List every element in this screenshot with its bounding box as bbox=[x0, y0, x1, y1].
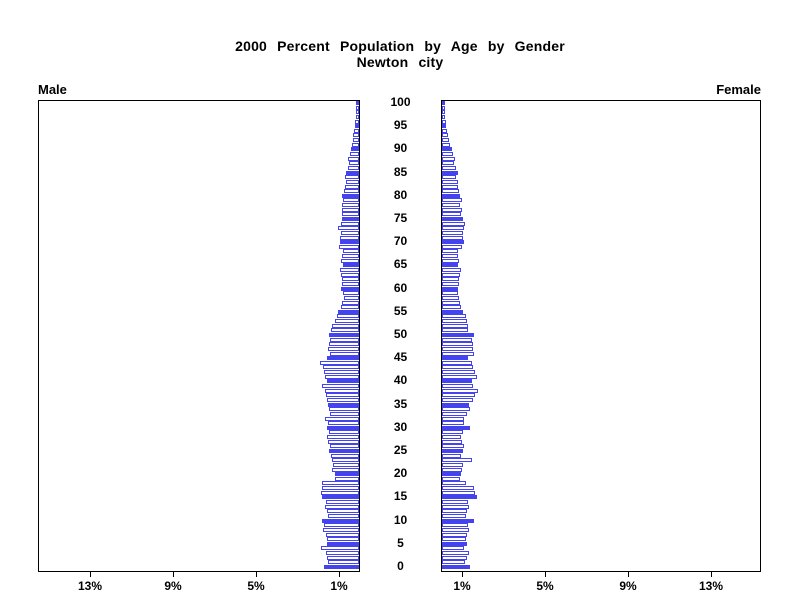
bar-female-age-82 bbox=[442, 185, 458, 189]
female-panel bbox=[441, 100, 761, 572]
bar-female-age-42 bbox=[442, 370, 475, 374]
bar-male-age-52 bbox=[332, 324, 359, 328]
bar-male-age-77 bbox=[342, 208, 359, 212]
age-tick-label-20: 20 bbox=[393, 466, 408, 480]
bar-male-age-24 bbox=[331, 454, 359, 458]
bar-female-age-3 bbox=[442, 551, 469, 555]
bar-male-age-82 bbox=[345, 185, 359, 189]
bar-female-age-85 bbox=[442, 171, 458, 175]
bar-female-age-97 bbox=[442, 115, 445, 119]
chart-title-line2: Newton city bbox=[356, 54, 444, 70]
bar-female-age-12 bbox=[442, 509, 467, 513]
bar-male-age-22 bbox=[333, 463, 359, 467]
x-tick-x-axis-female-9 bbox=[628, 572, 629, 577]
bar-male-age-55 bbox=[338, 310, 359, 314]
bar-female-age-17 bbox=[442, 486, 474, 490]
bar-male-age-20 bbox=[335, 472, 359, 476]
bar-female-age-67 bbox=[442, 254, 458, 258]
bar-female-age-22 bbox=[442, 463, 463, 467]
bar-female-age-7 bbox=[442, 533, 467, 537]
bar-male-age-64 bbox=[340, 268, 359, 272]
bar-female-age-8 bbox=[442, 528, 469, 532]
bar-male-age-2 bbox=[327, 556, 359, 560]
bar-male-age-59 bbox=[343, 291, 359, 295]
bar-female-age-88 bbox=[442, 157, 455, 161]
bar-male-age-74 bbox=[341, 222, 359, 226]
bar-male-age-53 bbox=[335, 319, 359, 323]
bar-male-age-32 bbox=[325, 417, 359, 421]
bar-female-age-53 bbox=[442, 319, 467, 323]
bar-male-age-81 bbox=[344, 189, 359, 193]
age-tick-label-45: 45 bbox=[393, 350, 408, 364]
bar-female-age-95 bbox=[442, 124, 446, 128]
age-tick-label-95: 95 bbox=[393, 118, 408, 132]
bar-male-age-34 bbox=[329, 407, 359, 411]
bar-male-age-100 bbox=[356, 101, 359, 105]
bar-female-age-51 bbox=[442, 328, 468, 332]
bar-female-age-62 bbox=[442, 277, 459, 281]
bar-male-age-68 bbox=[343, 249, 359, 253]
x-tick-label-x-axis-female-1: 1% bbox=[453, 579, 471, 593]
bar-female-age-16 bbox=[442, 491, 475, 495]
bar-male-age-96 bbox=[355, 120, 359, 124]
bar-male-age-63 bbox=[341, 273, 359, 277]
bar-female-age-5 bbox=[442, 542, 467, 546]
bar-female-age-66 bbox=[442, 259, 459, 263]
x-tick-x-axis-male-1 bbox=[339, 572, 340, 577]
bar-male-age-30 bbox=[327, 426, 359, 430]
bar-male-age-0 bbox=[324, 565, 359, 569]
bar-female-age-11 bbox=[442, 514, 466, 518]
bar-female-age-32 bbox=[442, 417, 464, 421]
bar-male-age-19 bbox=[335, 477, 359, 481]
bar-female-age-74 bbox=[442, 222, 465, 226]
bar-male-age-28 bbox=[327, 435, 359, 439]
bar-male-age-69 bbox=[339, 245, 359, 249]
bar-male-age-37 bbox=[326, 393, 359, 397]
age-tick-label-65: 65 bbox=[393, 257, 408, 271]
bar-female-age-6 bbox=[442, 537, 466, 541]
bar-female-age-43 bbox=[442, 365, 473, 369]
bar-male-age-73 bbox=[338, 226, 359, 230]
bar-male-age-56 bbox=[341, 305, 359, 309]
bar-female-age-77 bbox=[442, 208, 462, 212]
bar-female-age-52 bbox=[442, 324, 468, 328]
bar-female-age-63 bbox=[442, 273, 460, 277]
age-tick-label-0: 0 bbox=[397, 559, 404, 573]
bar-male-age-99 bbox=[356, 106, 359, 110]
x-tick-label-x-axis-female-9: 9% bbox=[619, 579, 637, 593]
bar-male-age-62 bbox=[342, 277, 359, 281]
bar-female-age-13 bbox=[442, 505, 469, 509]
bar-male-age-54 bbox=[337, 314, 359, 318]
bar-male-age-23 bbox=[332, 458, 359, 462]
bar-male-age-49 bbox=[330, 338, 359, 342]
bar-female-age-45 bbox=[442, 356, 468, 360]
bar-male-age-45 bbox=[327, 356, 359, 360]
bar-male-age-25 bbox=[329, 449, 359, 453]
bar-female-age-29 bbox=[442, 430, 463, 434]
bar-male-age-57 bbox=[342, 301, 359, 305]
age-tick-label-5: 5 bbox=[397, 536, 404, 550]
bar-male-age-88 bbox=[348, 157, 359, 161]
bar-male-age-89 bbox=[350, 152, 359, 156]
bar-male-age-29 bbox=[329, 430, 359, 434]
bar-female-age-44 bbox=[442, 361, 472, 365]
x-tick-x-axis-male-9 bbox=[173, 572, 174, 577]
bar-female-age-76 bbox=[442, 212, 461, 216]
bar-male-age-9 bbox=[324, 523, 359, 527]
bar-male-age-95 bbox=[355, 124, 359, 128]
bar-female-age-61 bbox=[442, 282, 459, 286]
bar-female-age-33 bbox=[442, 412, 467, 416]
bar-female-age-57 bbox=[442, 301, 460, 305]
bar-female-age-50 bbox=[442, 333, 474, 337]
bar-female-age-84 bbox=[442, 175, 456, 179]
bar-male-age-76 bbox=[342, 212, 359, 216]
x-tick-label-x-axis-male-9: 9% bbox=[164, 579, 182, 593]
bar-male-age-27 bbox=[328, 440, 359, 444]
bar-male-age-58 bbox=[344, 296, 359, 300]
bar-female-age-15 bbox=[442, 495, 477, 499]
male-panel bbox=[38, 100, 360, 572]
bar-female-age-96 bbox=[442, 120, 446, 124]
age-tick-label-55: 55 bbox=[393, 304, 408, 318]
x-tick-label-x-axis-male-1: 1% bbox=[330, 579, 348, 593]
bar-male-age-93 bbox=[353, 133, 359, 137]
bar-female-age-46 bbox=[442, 352, 474, 356]
bar-female-age-72 bbox=[442, 231, 463, 235]
age-tick-label-75: 75 bbox=[393, 211, 408, 225]
bar-male-age-46 bbox=[330, 352, 359, 356]
bar-female-age-80 bbox=[442, 194, 460, 198]
chart-title-line1: 2000 Percent Population by Age by Gender bbox=[235, 38, 565, 54]
bar-female-age-38 bbox=[442, 389, 478, 393]
bar-male-age-8 bbox=[323, 528, 359, 532]
bar-female-age-30 bbox=[442, 426, 470, 430]
bar-female-age-9 bbox=[442, 523, 468, 527]
age-tick-label-25: 25 bbox=[393, 443, 408, 457]
x-tick-label-x-axis-male-5: 5% bbox=[247, 579, 265, 593]
bar-female-age-37 bbox=[442, 393, 475, 397]
age-tick-label-90: 90 bbox=[393, 141, 408, 155]
bar-male-age-3 bbox=[326, 551, 359, 555]
bar-male-age-72 bbox=[341, 231, 359, 235]
bar-male-age-80 bbox=[342, 194, 359, 198]
bar-female-age-34 bbox=[442, 407, 470, 411]
bar-male-age-61 bbox=[342, 282, 359, 286]
bar-male-age-7 bbox=[326, 533, 359, 537]
bar-female-age-83 bbox=[442, 180, 458, 184]
bar-female-age-81 bbox=[442, 189, 459, 193]
bar-male-age-15 bbox=[322, 495, 359, 499]
bar-male-age-79 bbox=[343, 198, 359, 202]
bar-female-age-73 bbox=[442, 226, 464, 230]
bar-male-age-42 bbox=[324, 370, 359, 374]
bar-male-age-66 bbox=[341, 259, 359, 263]
age-tick-label-100: 100 bbox=[390, 95, 411, 109]
bar-male-age-75 bbox=[342, 217, 359, 221]
bar-female-age-1 bbox=[442, 560, 465, 564]
bar-male-age-50 bbox=[329, 333, 359, 337]
bar-female-age-79 bbox=[442, 198, 462, 202]
bar-female-age-87 bbox=[442, 161, 454, 165]
bar-male-age-48 bbox=[329, 342, 359, 346]
bar-female-age-75 bbox=[442, 217, 463, 221]
bar-male-age-51 bbox=[331, 328, 359, 332]
bar-male-age-18 bbox=[322, 481, 359, 485]
bar-female-age-21 bbox=[442, 468, 462, 472]
bar-male-age-41 bbox=[325, 375, 359, 379]
bar-female-age-91 bbox=[442, 143, 450, 147]
bar-female-age-2 bbox=[442, 556, 467, 560]
bar-female-age-69 bbox=[442, 245, 462, 249]
bar-female-age-99 bbox=[442, 106, 445, 110]
bar-female-age-27 bbox=[442, 440, 462, 444]
bar-male-age-70 bbox=[340, 240, 359, 244]
age-tick-label-80: 80 bbox=[393, 188, 408, 202]
bar-female-age-89 bbox=[442, 152, 453, 156]
bar-male-age-97 bbox=[356, 115, 359, 119]
bar-male-age-4 bbox=[321, 546, 359, 550]
x-tick-label-x-axis-female-13: 13% bbox=[698, 579, 724, 593]
bar-male-age-94 bbox=[354, 129, 359, 133]
age-tick-label-30: 30 bbox=[393, 420, 408, 434]
bar-male-age-85 bbox=[346, 171, 359, 175]
bar-male-age-33 bbox=[330, 412, 359, 416]
x-tick-label-x-axis-female-5: 5% bbox=[536, 579, 554, 593]
bar-female-age-49 bbox=[442, 338, 472, 342]
bar-female-age-58 bbox=[442, 296, 459, 300]
bar-female-age-47 bbox=[442, 347, 473, 351]
bar-male-age-11 bbox=[328, 514, 359, 518]
bar-male-age-83 bbox=[346, 180, 359, 184]
x-tick-x-axis-female-1 bbox=[462, 572, 463, 577]
bar-female-age-20 bbox=[442, 472, 461, 476]
bar-female-age-55 bbox=[442, 310, 463, 314]
female-axis-label: Female bbox=[716, 82, 761, 97]
bar-female-age-78 bbox=[442, 203, 460, 207]
x-tick-x-axis-male-13 bbox=[90, 572, 91, 577]
bar-female-age-24 bbox=[442, 454, 461, 458]
age-tick-label-50: 50 bbox=[393, 327, 408, 341]
age-tick-label-85: 85 bbox=[393, 165, 408, 179]
bar-male-age-26 bbox=[330, 444, 359, 448]
bar-male-age-44 bbox=[320, 361, 359, 365]
bar-male-age-10 bbox=[322, 519, 359, 523]
bar-male-age-21 bbox=[332, 468, 359, 472]
x-tick-x-axis-female-13 bbox=[711, 572, 712, 577]
bar-female-age-68 bbox=[442, 249, 458, 253]
bar-female-age-35 bbox=[442, 403, 469, 407]
bar-female-age-26 bbox=[442, 444, 464, 448]
bar-female-age-4 bbox=[442, 546, 464, 550]
age-tick-label-70: 70 bbox=[393, 234, 408, 248]
bar-female-age-56 bbox=[442, 305, 461, 309]
bar-female-age-90 bbox=[442, 147, 452, 151]
bar-male-age-78 bbox=[342, 203, 359, 207]
bar-male-age-31 bbox=[328, 421, 359, 425]
bar-male-age-92 bbox=[353, 138, 359, 142]
x-tick-x-axis-female-5 bbox=[545, 572, 546, 577]
bar-female-age-40 bbox=[442, 379, 472, 383]
bar-female-age-23 bbox=[442, 458, 472, 462]
bar-female-age-94 bbox=[442, 129, 447, 133]
bar-male-age-17 bbox=[322, 486, 359, 490]
bar-female-age-48 bbox=[442, 342, 473, 346]
bar-female-age-92 bbox=[442, 138, 449, 142]
bar-female-age-18 bbox=[442, 481, 466, 485]
age-tick-label-15: 15 bbox=[393, 489, 408, 503]
bar-female-age-14 bbox=[442, 500, 468, 504]
bar-male-age-40 bbox=[327, 379, 359, 383]
male-axis-label: Male bbox=[38, 82, 67, 97]
bar-male-age-5 bbox=[327, 542, 359, 546]
bar-female-age-65 bbox=[442, 263, 458, 267]
chart-title bbox=[0, 38, 800, 70]
bar-female-age-10 bbox=[442, 519, 474, 523]
bar-female-age-0 bbox=[442, 565, 470, 569]
bar-male-age-90 bbox=[351, 147, 359, 151]
bar-male-age-71 bbox=[340, 236, 359, 240]
bar-male-age-47 bbox=[328, 347, 359, 351]
bar-female-age-25 bbox=[442, 449, 463, 453]
bar-male-age-12 bbox=[327, 509, 359, 513]
bar-female-age-19 bbox=[442, 477, 460, 481]
bar-male-age-87 bbox=[349, 161, 359, 165]
bar-female-age-60 bbox=[442, 287, 458, 291]
bar-male-age-43 bbox=[323, 365, 359, 369]
bar-male-age-16 bbox=[321, 491, 359, 495]
bar-female-age-98 bbox=[442, 110, 445, 114]
age-tick-label-10: 10 bbox=[393, 513, 408, 527]
bar-male-age-67 bbox=[342, 254, 359, 258]
age-tick-label-35: 35 bbox=[393, 397, 408, 411]
bar-female-age-71 bbox=[442, 236, 463, 240]
bar-male-age-65 bbox=[343, 263, 359, 267]
bar-female-age-59 bbox=[442, 291, 458, 295]
bar-male-age-91 bbox=[352, 143, 359, 147]
bar-male-age-1 bbox=[328, 560, 359, 564]
bar-male-age-38 bbox=[325, 389, 359, 393]
age-tick-label-60: 60 bbox=[393, 281, 408, 295]
bar-female-age-64 bbox=[442, 268, 461, 272]
age-tick-label-40: 40 bbox=[393, 373, 408, 387]
bar-male-age-6 bbox=[327, 537, 359, 541]
bar-male-age-35 bbox=[328, 403, 359, 407]
bar-female-age-70 bbox=[442, 240, 464, 244]
bar-male-age-86 bbox=[348, 166, 359, 170]
bar-male-age-98 bbox=[356, 110, 359, 114]
bar-female-age-93 bbox=[442, 133, 448, 137]
bar-female-age-41 bbox=[442, 375, 477, 379]
bar-female-age-54 bbox=[442, 314, 466, 318]
bar-female-age-100 bbox=[442, 101, 445, 105]
bar-female-age-31 bbox=[442, 421, 464, 425]
x-tick-x-axis-male-5 bbox=[256, 572, 257, 577]
bar-female-age-36 bbox=[442, 398, 473, 402]
bar-male-age-39 bbox=[322, 384, 359, 388]
bar-female-age-28 bbox=[442, 435, 461, 439]
bar-male-age-36 bbox=[327, 398, 359, 402]
bar-female-age-39 bbox=[442, 384, 473, 388]
bar-male-age-84 bbox=[345, 175, 359, 179]
bar-female-age-86 bbox=[442, 166, 456, 170]
bar-male-age-13 bbox=[325, 505, 359, 509]
bar-male-age-60 bbox=[341, 287, 359, 291]
bar-male-age-14 bbox=[326, 500, 359, 504]
x-tick-label-x-axis-male-13: 13% bbox=[77, 579, 103, 593]
